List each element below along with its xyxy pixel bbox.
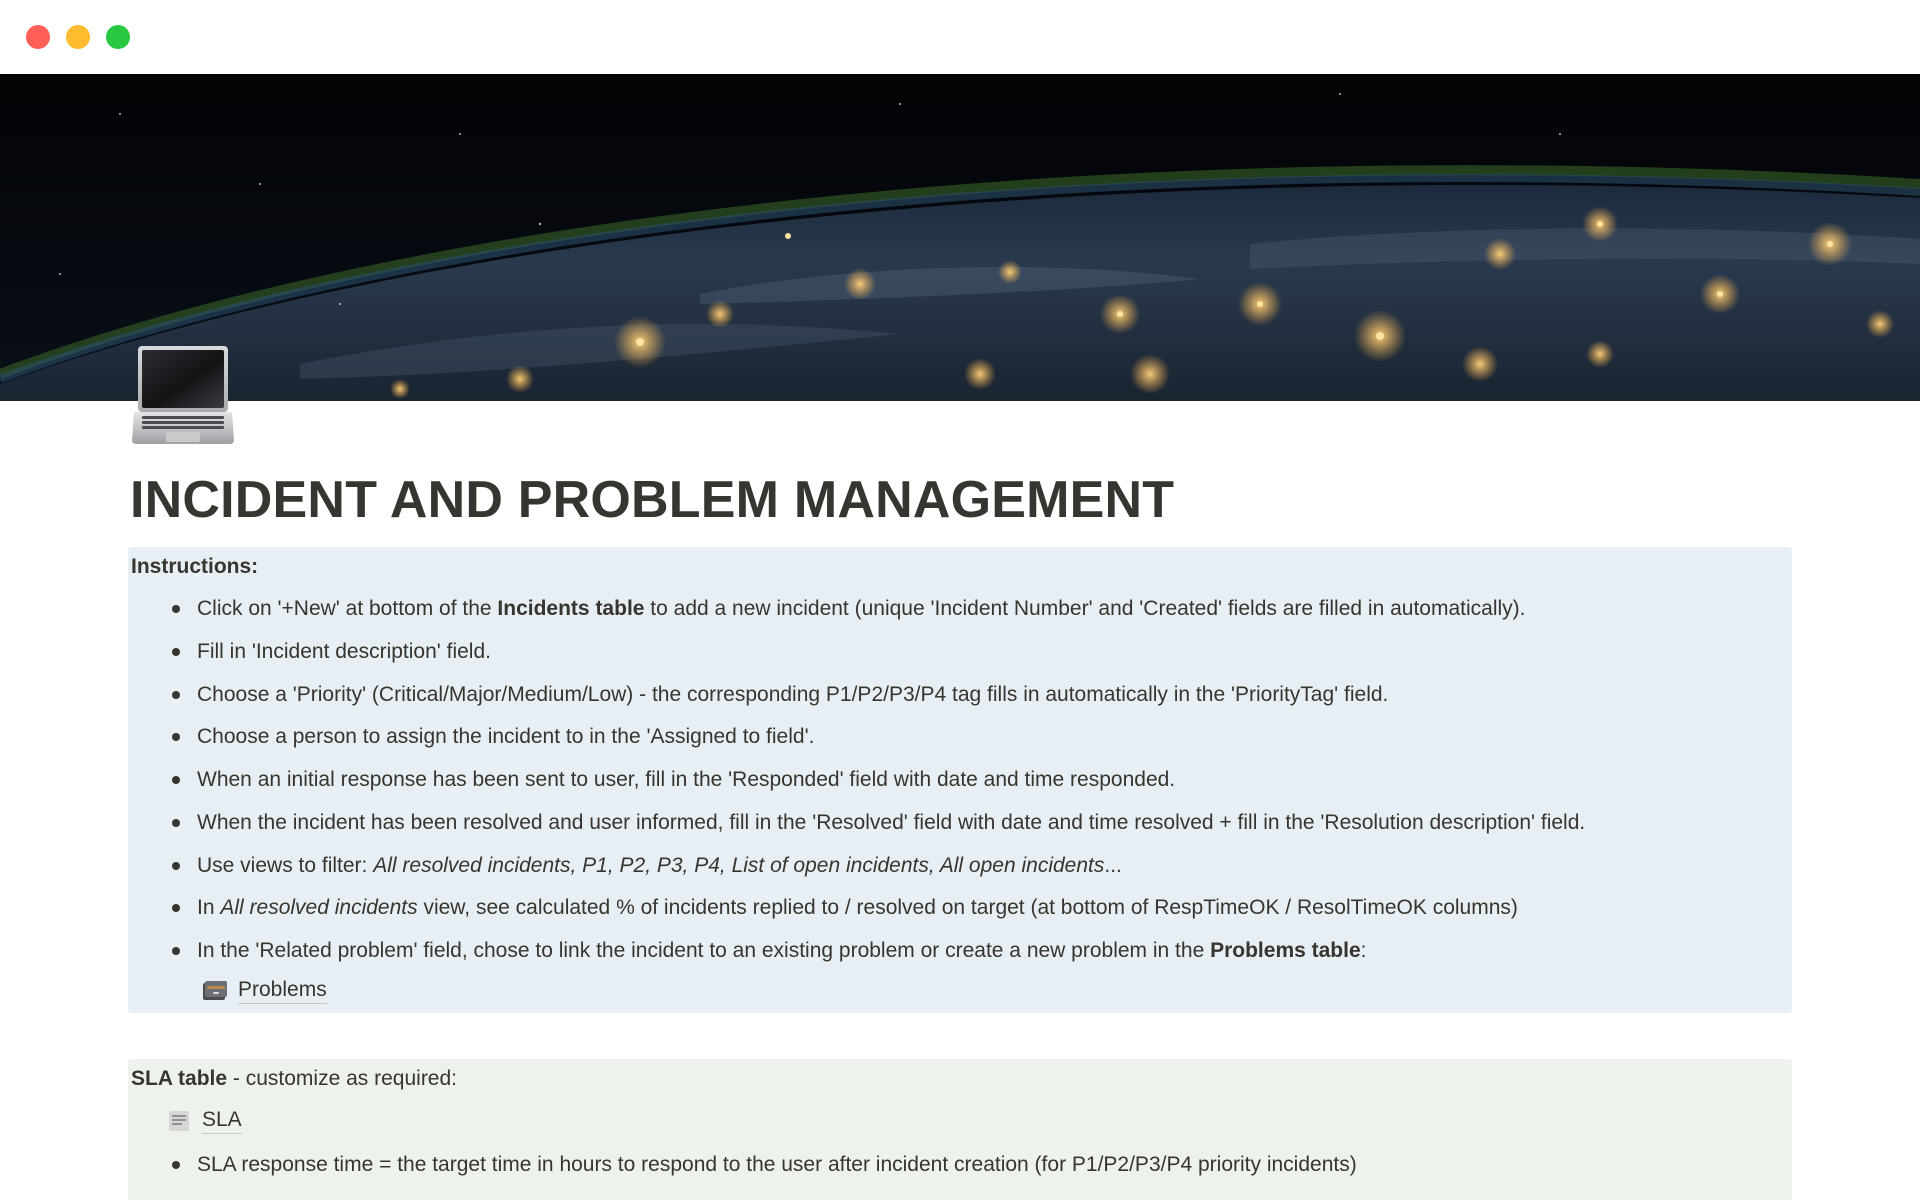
sla-callout (128, 1059, 1792, 1200)
bullet-dot (172, 605, 180, 613)
text-run: All resolved incidents, P1, P2, P3, P4, List of open incidents, All open incidents (373, 853, 1105, 877)
earth-at-night-cover (0, 74, 1920, 401)
list-item-text (197, 895, 1518, 921)
text-run: : (1360, 939, 1367, 962)
list-item-text (197, 1152, 1357, 1178)
list-item-text (197, 938, 1367, 964)
text-run: ... (1104, 853, 1122, 877)
sla-page-link[interactable] (166, 1107, 242, 1134)
text-run: Incidents table (497, 597, 645, 620)
list-item-text (197, 767, 1175, 793)
text-run: to add a new incident (unique 'Incident Number' and 'Created' fields are filled in automatically). (644, 597, 1526, 620)
problems-link-label[interactable]: Problems (238, 977, 327, 1004)
text-run: view, see calculated % of incidents replied to / resolved on target (at bottom of RespTimeOK / ResolTimeOK columns) (417, 896, 1518, 920)
text-run: SLA response time = the target time in hours to respond to the user after incident creation (for P1/P2/P3/P4 priority incidents) (197, 1153, 1357, 1176)
text-run: Choose a person to assign the incident to in the 'Assigned to field'. (197, 725, 815, 749)
text-run: Fill in 'Incident description' field. (197, 639, 491, 663)
problems-page-link[interactable] (202, 977, 327, 1004)
sla-heading-bold: SLA table (131, 1067, 228, 1090)
list-item-text (197, 810, 1585, 836)
text-run: When an initial response has been sent to user, fill in the 'Responded' field with date and time responded. (197, 768, 1176, 791)
bullet-dot (172, 1161, 180, 1169)
text-run: In the 'Related problem' field, chose to link the incident to an existing problem or create a new problem in the (197, 939, 1211, 962)
text-run: All resolved incidents (220, 896, 418, 920)
list-item-text (197, 682, 1388, 708)
bullet-dot (172, 733, 180, 741)
list-item-text (197, 724, 814, 750)
minimize-window-button[interactable] (66, 25, 90, 49)
bullet-dot (172, 691, 180, 699)
text-run: Click on '+New' at bottom of the (197, 597, 498, 620)
bullet-dot (172, 648, 180, 656)
page-cover-image[interactable] (0, 74, 1920, 401)
list-item-text (197, 639, 491, 665)
bullet-dot (172, 947, 180, 955)
bullet-dot (172, 862, 180, 870)
text-run: When the incident has been resolved and user informed, fill in the 'Resolved' field with date and time resolved + fill in the 'Resolution description' field. (197, 810, 1586, 834)
bullet-dot (172, 819, 180, 827)
list-item-text (197, 596, 1525, 622)
instructions-callout (128, 547, 1792, 1013)
instructions-heading: Instructions: (131, 555, 259, 578)
document-icon (166, 1110, 192, 1132)
bullet-dot (172, 904, 180, 912)
close-window-button[interactable] (26, 25, 50, 49)
text-run: Problems table (1210, 939, 1361, 962)
bullet-dot (172, 776, 180, 784)
sla-link-label[interactable]: SLA (202, 1107, 242, 1134)
page-title[interactable]: INCIDENT AND PROBLEM MANAGEMENT (130, 471, 1175, 529)
sla-heading (131, 1067, 457, 1091)
file-cabinet-icon (202, 980, 228, 1002)
window-titlebar (0, 0, 1920, 74)
text-run: In (197, 896, 221, 920)
text-run: Use views to filter: (197, 853, 374, 877)
list-item-text (197, 853, 1122, 879)
text-run: Choose a 'Priority' (Critical/Major/Medium/Low) - the corresponding P1/P2/P3/P4 tag fills in automatically in the 'PriorityTag' field. (197, 682, 1389, 706)
maximize-window-button[interactable] (106, 25, 130, 49)
laptop-icon[interactable] (130, 344, 236, 450)
sla-heading-rest: - customize as required: (227, 1067, 458, 1090)
